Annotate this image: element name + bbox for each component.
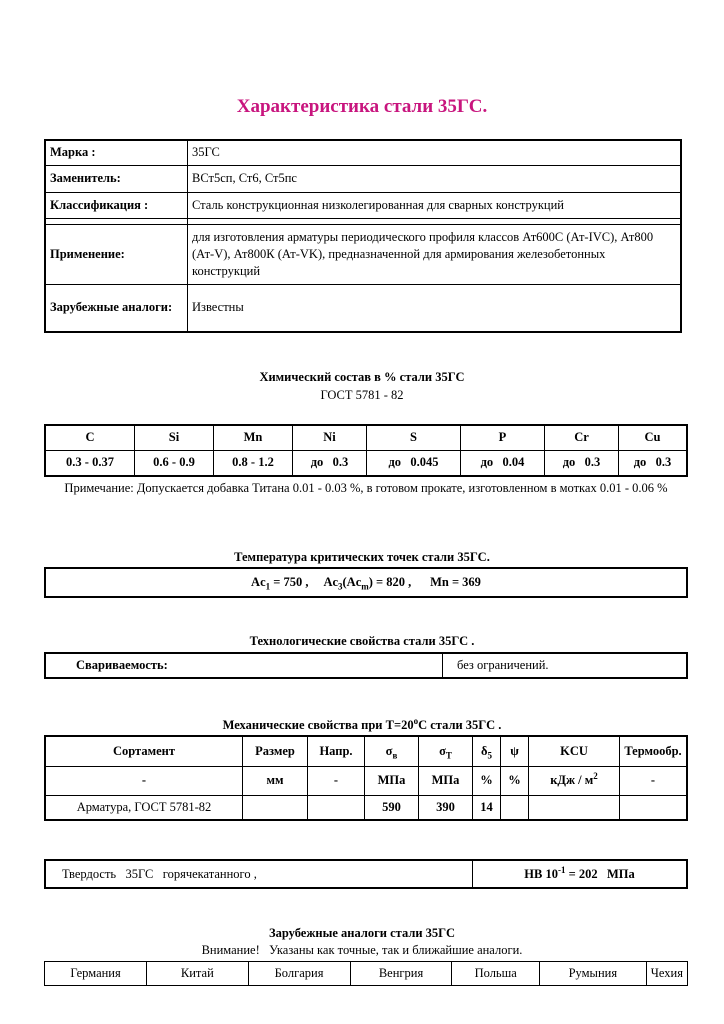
table-row — [45, 860, 687, 888]
country-cell: Болгария — [248, 962, 350, 986]
chem-header: P — [461, 425, 545, 450]
chem-header: Cr — [545, 425, 619, 450]
country-cell: Венгрия — [350, 962, 452, 986]
table-row — [45, 425, 687, 450]
chem-header: Mn — [214, 425, 293, 450]
chem-value: до 0.045 — [367, 450, 461, 476]
critical-box — [44, 567, 688, 598]
mech-header: σ — [385, 743, 393, 758]
table-row — [45, 736, 687, 766]
chem-header: Cu — [619, 425, 688, 450]
table-row — [45, 653, 687, 678]
mech-cell — [243, 795, 308, 820]
table-row — [45, 795, 687, 820]
chem-value: 0.3 - 0.37 — [45, 450, 135, 476]
hardness-value-prefix: HB 10 — [524, 866, 558, 881]
table-row — [45, 224, 681, 284]
table-row — [45, 450, 687, 476]
mech-unit: МПа — [365, 766, 419, 795]
table-row — [45, 140, 681, 165]
tech-title: Технологические свойства стали 35ГС . — [249, 634, 475, 648]
chem-note: Примечание: Допускается добавка Титана 0.01 - 0.03 %, в готовом прокате, изготовленном в мотках 0.01 - 0.06 % — [64, 481, 668, 495]
chem-header: C — [45, 425, 135, 450]
mech-header: KCU — [529, 736, 620, 766]
mech-unit: - — [308, 766, 365, 795]
mn-value: Mn = 369 — [430, 575, 481, 589]
chem-header: Ni — [293, 425, 367, 450]
chem-value: 0.8 - 1.2 — [214, 450, 293, 476]
mech-header-sub: T — [445, 750, 452, 761]
country-cell: Германия — [45, 962, 147, 986]
foreign-title: Зарубежные аналоги стали 35ГС — [269, 926, 455, 940]
ac1-sub: 1 — [265, 581, 271, 592]
table-row — [45, 165, 681, 192]
mech-unit: - — [620, 766, 688, 795]
mech-cell: Арматура, ГОСТ 5781-82 — [45, 795, 243, 820]
weldability-label: Свариваемость: — [45, 653, 443, 678]
table-row — [45, 766, 687, 795]
tech-table — [44, 652, 688, 679]
application-value: для изготовления арматуры периодического профиля классов Ат600С (Ат-IVC), Ат800 (Ат-V), Ат800К (Ат-VK), предназначенной для армирования железобетонных конструкций — [188, 224, 682, 284]
table-row — [45, 962, 688, 986]
hardness-value-sup: -1 — [557, 864, 566, 875]
ac3-value: ) = 820 , — [368, 575, 412, 589]
mech-unit: кДж / м — [550, 773, 594, 787]
chem-header: Si — [135, 425, 214, 450]
mech-header: Напр. — [308, 736, 365, 766]
country-cell: Чехия — [646, 962, 687, 986]
mech-unit: мм — [243, 766, 308, 795]
general-table — [44, 139, 682, 333]
mech-title-prefix: Механические свойства при Т=20 — [222, 718, 414, 732]
substitute-label: Заменитель: — [45, 165, 188, 192]
page-title: Характеристика стали 35ГС. — [236, 96, 488, 117]
foreign-note: Внимание! Указаны как точные, так и ближайшие аналоги. — [201, 943, 523, 957]
mech-header: Сортамент — [45, 736, 243, 766]
mech-cell — [501, 795, 529, 820]
mech-header: ψ — [501, 736, 529, 766]
hardness-value-suffix: = 202 МПа — [565, 866, 635, 881]
hardness-table — [44, 859, 688, 889]
mech-cell — [308, 795, 365, 820]
mech-header: Размер — [243, 736, 308, 766]
mech-unit: МПа — [419, 766, 473, 795]
chem-value: до 0.3 — [619, 450, 688, 476]
mech-unit: - — [45, 766, 243, 795]
mech-table — [44, 735, 688, 821]
mech-unit: % — [501, 766, 529, 795]
mech-cell: 590 — [365, 795, 419, 820]
chem-value: до 0.04 — [461, 450, 545, 476]
chem-table — [44, 424, 688, 477]
ac3-sub: 3 — [338, 581, 343, 592]
chem-standard: ГОСТ 5781 - 82 — [320, 388, 404, 402]
mech-title-sup: o — [413, 715, 419, 726]
country-cell: Польша — [452, 962, 539, 986]
table-row — [45, 192, 681, 218]
mech-cell — [620, 795, 688, 820]
foreign-analogs-label: Зарубежные аналоги: — [45, 284, 188, 332]
grade-value: 35ГС — [188, 140, 682, 165]
chem-header: S — [367, 425, 461, 450]
foreign-analogs-value: Известны — [188, 284, 682, 332]
chem-value: 0.6 - 0.9 — [135, 450, 214, 476]
ac3-label: Ac — [323, 575, 339, 589]
chem-value: до 0.3 — [545, 450, 619, 476]
classification-value: Сталь конструкционная низколегированная для сварных конструкций — [188, 192, 682, 218]
chem-title: Химический состав в % стали 35ГС — [259, 370, 465, 384]
mech-unit-sup: 2 — [593, 770, 598, 781]
hardness-value — [473, 860, 688, 888]
ac1-label: Ac — [251, 575, 266, 589]
acm-sub: m — [361, 581, 369, 592]
mech-header-sub: 5 — [487, 750, 492, 761]
country-cell: Китай — [147, 962, 248, 986]
grade-label: Марка : — [45, 140, 188, 165]
ac1-value: = 750 , — [273, 575, 309, 589]
mech-header: Термообр. — [620, 736, 688, 766]
classification-label: Классификация : — [45, 192, 188, 218]
mech-unit: % — [473, 766, 501, 795]
acm-label: (Ac — [342, 575, 362, 589]
mech-header-sub: в — [392, 750, 398, 761]
table-row — [45, 284, 681, 332]
critical-title: Температура критических точек стали 35ГС. — [234, 550, 490, 564]
foreign-table — [44, 961, 688, 986]
mech-header: δ — [481, 743, 488, 758]
weldability-value: без ограничений. — [443, 653, 688, 678]
substitute-value: ВСт5сп, Ст6, Ст5пс — [188, 165, 682, 192]
hardness-label: Твердость 35ГС горячекатанного , — [45, 860, 473, 888]
chem-value: до 0.3 — [293, 450, 367, 476]
mech-header: σ — [439, 743, 446, 758]
application-label: Применение: — [45, 224, 188, 284]
mech-cell: 14 — [473, 795, 501, 820]
mech-title — [0, 715, 724, 733]
mech-cell: 390 — [419, 795, 473, 820]
country-cell: Румыния — [539, 962, 646, 986]
mech-cell — [529, 795, 620, 820]
mech-title-suffix: С стали 35ГС . — [418, 718, 502, 732]
